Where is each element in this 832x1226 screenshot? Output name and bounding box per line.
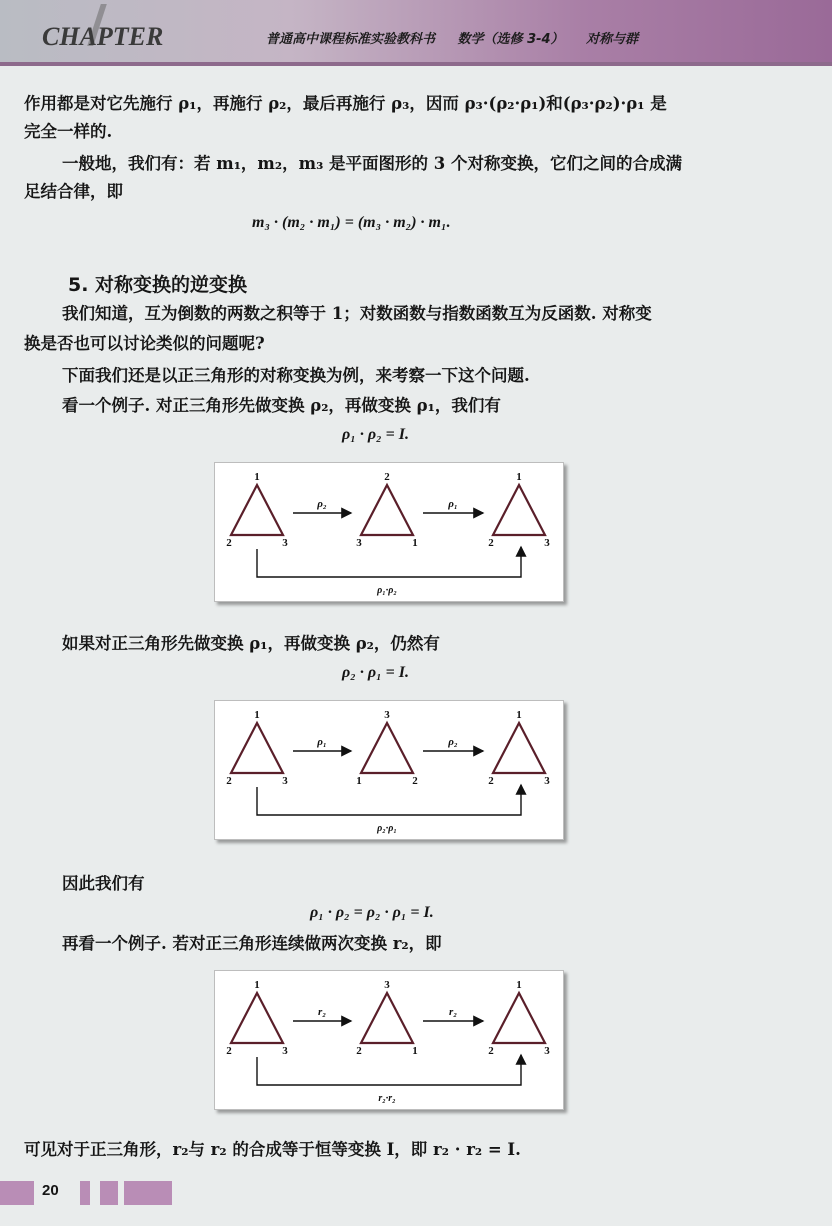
vertex-label-left: 2 xyxy=(226,537,232,549)
triangle-2 xyxy=(361,723,413,773)
para-4: 下面我们还是以正三角形的对称变换为例，来考察一下这个问题. xyxy=(62,366,530,385)
triangle-3 xyxy=(493,485,545,535)
figure-svg xyxy=(215,701,563,839)
figure-svg xyxy=(215,971,563,1109)
composite-arrow xyxy=(257,547,521,577)
header-subject: 数学（选修 3-4） xyxy=(457,32,564,47)
chapter-label: CHAPTER xyxy=(42,22,164,51)
triangle-3 xyxy=(493,993,545,1043)
equation-inverse: ρ₁ · ρ₂ = ρ₂ · ρ₁ = I. xyxy=(310,904,434,921)
para-2-line-2: 足结合律，即 xyxy=(24,182,123,201)
figure-2 xyxy=(214,700,564,840)
vertex-label-left: 1 xyxy=(356,775,362,787)
triangle-2 xyxy=(361,485,413,535)
transform-label-1: r₂ xyxy=(317,1006,327,1018)
figure-svg xyxy=(215,463,563,601)
footer-bar-3 xyxy=(124,1181,172,1205)
para-3-line-2: 换是否也可以讨论类似的问题呢? xyxy=(24,334,265,353)
vertex-label-top: 1 xyxy=(516,979,522,991)
triangle-2 xyxy=(361,993,413,1043)
transform-label-1: ρ₁ xyxy=(317,736,327,748)
header-topic: 对称与群 xyxy=(586,32,639,47)
para-1-line-1: 作用都是对它先施行 ρ₁，再施行 ρ₂，最后再施行 ρ₃，因而 ρ₃·(ρ₂·ρ₁)和(ρ₃·ρ₂)·ρ₁ 是 xyxy=(24,94,667,113)
vertex-label-left: 2 xyxy=(226,775,232,787)
vertex-label-top: 1 xyxy=(254,709,260,721)
para-8: 再看一个例子. 若对正三角形连续做两次变换 r₂，即 xyxy=(62,934,442,953)
composite-arrow xyxy=(257,1055,521,1085)
para-7: 因此我们有 xyxy=(62,874,145,893)
vertex-label-right: 3 xyxy=(282,537,288,549)
footer-bar-1 xyxy=(80,1181,90,1205)
vertex-label-right: 1 xyxy=(412,537,418,549)
equation-rho2-rho1: ρ₂ · ρ₁ = I. xyxy=(342,664,409,681)
equation-rho1-rho2: ρ₁ · ρ₂ = I. xyxy=(342,426,409,443)
composite-label: r₂·r₂ xyxy=(378,1093,396,1104)
vertex-label-left: 2 xyxy=(488,537,494,549)
vertex-label-right: 2 xyxy=(412,775,418,787)
vertex-label-left: 3 xyxy=(356,537,362,549)
vertex-label-top: 2 xyxy=(384,471,390,483)
triangle-3 xyxy=(493,723,545,773)
vertex-label-top: 1 xyxy=(516,471,522,483)
section-title: 5. 对称变换的逆变换 xyxy=(68,274,248,296)
vertex-label-top: 1 xyxy=(254,979,260,991)
vertex-label-top: 1 xyxy=(516,709,522,721)
vertex-label-left: 2 xyxy=(226,1045,232,1057)
vertex-label-top: 1 xyxy=(254,471,260,483)
page-number: 20 xyxy=(42,1182,59,1199)
triangle-1 xyxy=(231,485,283,535)
vertex-label-top: 3 xyxy=(384,979,390,991)
para-2-line-1: 一般地，我们有：若 m₁，m₂，m₃ 是平面图形的 3 个对称变换，它们之间的合成满 xyxy=(62,154,683,173)
vertex-label-right: 1 xyxy=(412,1045,418,1057)
composite-label: ρ₁·ρ₂ xyxy=(377,585,397,596)
para-9: 可见对于正三角形，r₂与 r₂ 的合成等于恒等变换 I，即 r₂ · r₂ = I. xyxy=(24,1140,521,1159)
vertex-label-left: 2 xyxy=(488,775,494,787)
transform-label-2: r₂ xyxy=(448,1006,458,1018)
vertex-label-right: 3 xyxy=(282,1045,288,1057)
transform-label-2: ρ₂ xyxy=(448,736,458,748)
vertex-label-right: 3 xyxy=(544,775,550,787)
para-1-line-2: 完全一样的. xyxy=(24,122,113,141)
footer-bar-left xyxy=(0,1181,34,1205)
chapter-header xyxy=(0,0,832,66)
figure-3 xyxy=(214,970,564,1110)
composite-arrow xyxy=(257,785,521,815)
vertex-label-right: 3 xyxy=(544,1045,550,1057)
vertex-label-right: 3 xyxy=(282,775,288,787)
vertex-label-left: 2 xyxy=(356,1045,362,1057)
composite-label: ρ₂·ρ₁ xyxy=(377,823,397,834)
para-5: 看一个例子. 对正三角形先做变换 ρ₂，再做变换 ρ₁，我们有 xyxy=(62,396,501,415)
vertex-label-left: 2 xyxy=(488,1045,494,1057)
triangle-1 xyxy=(231,993,283,1043)
transform-label-2: ρ₁ xyxy=(448,498,458,510)
triangle-1 xyxy=(231,723,283,773)
footer-bar-2 xyxy=(100,1181,118,1205)
header-text xyxy=(266,28,656,47)
transform-label-1: ρ₂ xyxy=(317,498,327,510)
para-6: 如果对正三角形先做变换 ρ₁，再做变换 ρ₂，仍然有 xyxy=(62,634,440,653)
para-3-line-1: 我们知道，互为倒数的两数之积等于 1；对数函数与指数函数互为反函数. 对称变 xyxy=(62,304,652,323)
header-book: 普通高中课程标准实验教科书 xyxy=(266,32,436,47)
vertex-label-top: 3 xyxy=(384,709,390,721)
equation-associative: m₃ · (m₂ · m₁) = (m₃ · m₂) · m₁. xyxy=(252,214,451,231)
vertex-label-right: 3 xyxy=(544,537,550,549)
figure-1 xyxy=(214,462,564,602)
